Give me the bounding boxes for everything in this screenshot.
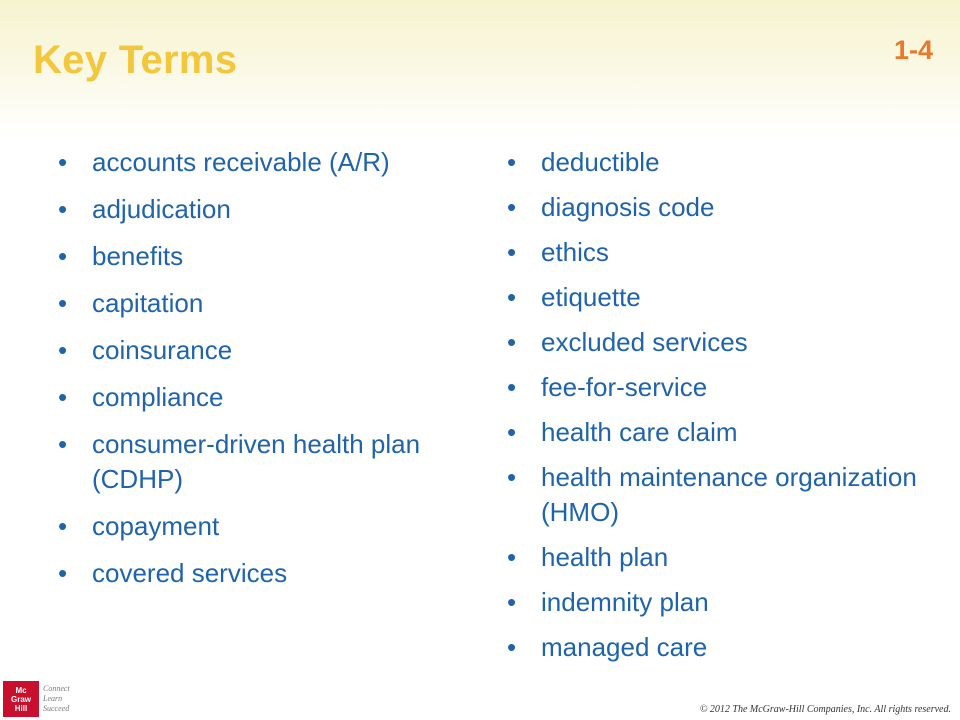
list-item: • diagnosis code	[507, 190, 917, 225]
list-item: • fee-for-service	[507, 370, 917, 405]
logo-line: Graw	[10, 694, 31, 704]
slide-number: 1-4	[893, 35, 933, 65]
list-item: • health care claim	[507, 415, 917, 450]
list-item: • copayment	[58, 509, 458, 544]
list-item: • health maintenance organization (HMO)	[507, 460, 917, 530]
logo-tagline	[43, 684, 70, 714]
list-item: • ethics	[507, 235, 917, 270]
right-term-list	[507, 145, 917, 675]
list-item: • accounts receivable (A/R)	[58, 145, 458, 180]
list-item: • deductible	[507, 145, 917, 180]
list-item: • etiquette	[507, 280, 917, 315]
list-item: • health plan	[507, 540, 917, 575]
list-item: • excluded services	[507, 325, 917, 360]
left-term-list	[58, 145, 458, 603]
list-item: • indemnity plan	[507, 585, 917, 620]
tagline-word: Succeed	[43, 704, 70, 713]
list-item: • consumer-driven health plan (CDHP)	[58, 427, 458, 497]
list-item: • coinsurance	[58, 333, 458, 368]
tagline-word: Connect	[43, 684, 70, 693]
logo-line: Hill	[14, 703, 28, 713]
logo-line: Mc	[15, 685, 27, 695]
list-item: • compliance	[58, 380, 458, 415]
list-item: • managed care	[507, 630, 917, 665]
list-item: • covered services	[58, 556, 458, 591]
copyright-notice: © 2012 The McGraw-Hill Companies, Inc. All rights reserved.	[699, 704, 951, 715]
slide-title: Key Terms	[33, 38, 238, 82]
list-item: • capitation	[58, 286, 458, 321]
list-item: • benefits	[58, 239, 458, 274]
list-item: • adjudication	[58, 192, 458, 227]
tagline-word: Learn	[43, 694, 63, 703]
mcgraw-hill-logo	[3, 681, 39, 717]
